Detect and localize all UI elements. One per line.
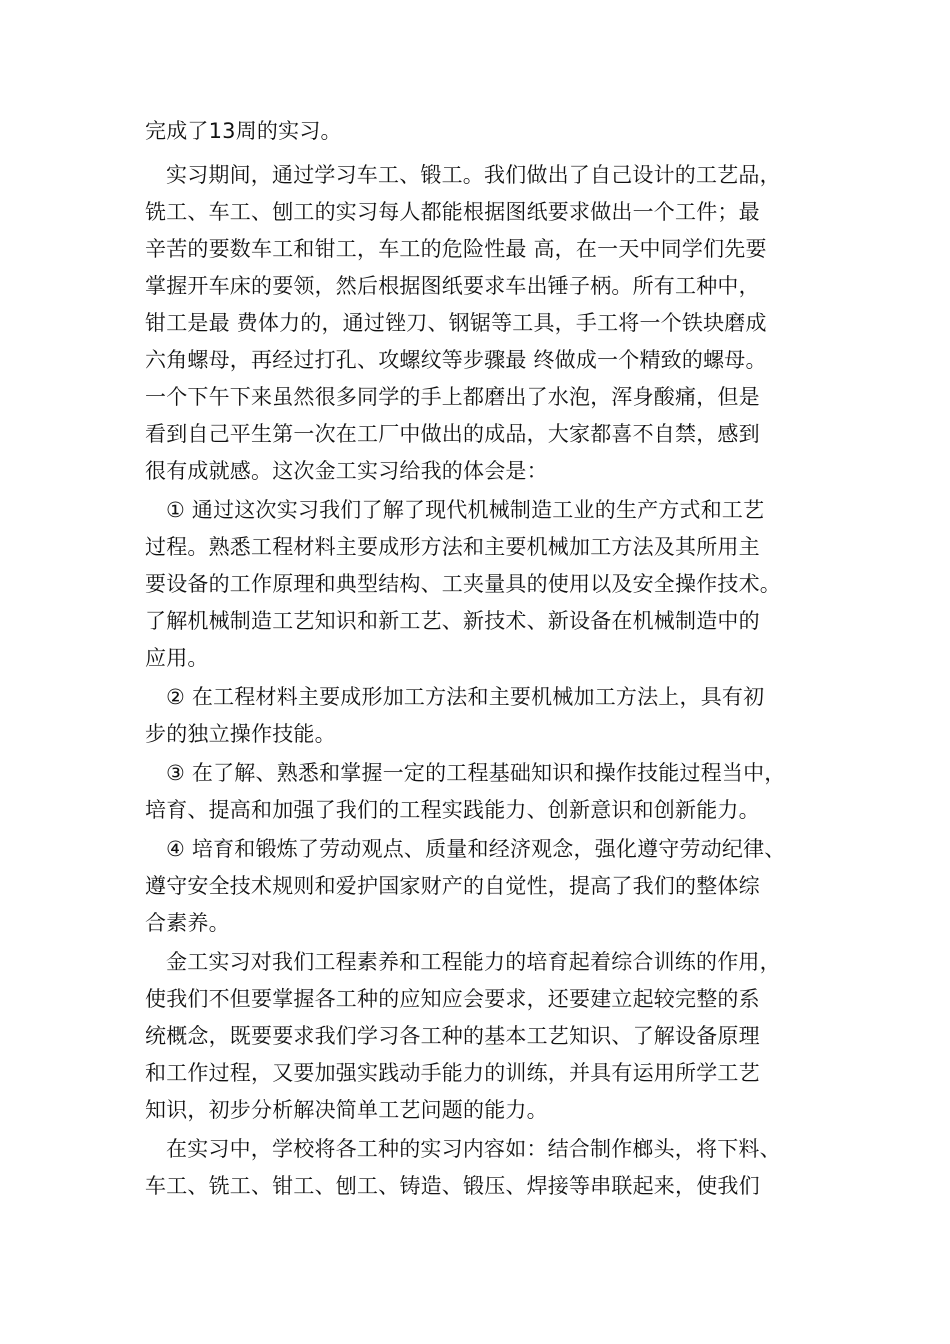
text-line: 看到自己平生第一次在工厂中做出的成品，大家都喜不自禁，感到	[145, 422, 760, 446]
text-line: 一个下午下来虽然很多同学的手上都磨出了水泡，浑身酸痛，但是	[145, 385, 760, 409]
list-item-4-first-line: ④ 培育和锻炼了劳动观点、质量和经济观念，强化遵守劳动纪律、	[166, 837, 786, 861]
text-line: 六角螺母，再经过打孔、攻螺纹等步骤最 终做成一个精致的螺母。	[145, 348, 767, 372]
list-item-3-first-line: ③ 在了解、熟悉和掌握一定的工程基础知识和操作技能过程当中，	[166, 761, 786, 785]
text-line: 要设备的工作原理和典型结构、工夹量具的使用以及安全操作技术。	[145, 572, 781, 596]
text-line: 铣工、车工、刨工的实习每人都能根据图纸要求做出一个工件；最	[145, 200, 760, 224]
text-line: 很有成就感。这次金工实习给我的体会是：	[145, 459, 548, 483]
text-line: 使我们不但要掌握各工种的应知应会要求，还要建立起较完整的系	[145, 987, 760, 1011]
text-line: 辛苦的要数车工和钳工，车工的危险性最 高，在一天中同学们先要	[145, 237, 767, 261]
paragraph-first-line: 金工实习对我们工程素养和工程能力的培育起着综合训练的作用，	[166, 950, 781, 974]
text-line: 了解机械制造工艺知识和新工艺、新技术、新设备在机械制造中的	[145, 609, 760, 633]
text-line: 合素养。	[145, 911, 230, 935]
list-item-2-first-line: ② 在工程材料主要成形加工方法和主要机械加工方法上，具有初	[166, 685, 765, 709]
text-line: 知识，初步分析解决简单工艺问题的能力。	[145, 1098, 548, 1122]
text-line: 遵守安全技术规则和爱护国家财产的自觉性，提高了我们的整体综	[145, 874, 760, 898]
text-line: 车工、铣工、钳工、刨工、铸造、锻压、焊接等串联起来，使我们	[145, 1174, 760, 1198]
list-item-1-first-line: ① 通过这次实习我们了解了现代机械制造工业的生产方式和工艺	[166, 498, 765, 522]
text-line: 钳工是最 费体力的，通过锉刀、钢锯等工具，手工将一个铁块磨成	[145, 311, 767, 335]
text-line: 统概念，既要要求我们学习各工种的基本工艺知识、了解设备原理	[145, 1024, 760, 1048]
text-line: 掌握开车床的要领，然后根据图纸要求车出锤子柄。所有工种中，	[145, 274, 760, 298]
paragraph-first-line: 在实习中，学校将各工种的实习内容如：结合制作榔头，将下料、	[166, 1137, 781, 1161]
text-line: 和工作过程，又要加强实践动手能力的训练，并具有运用所学工艺	[145, 1061, 760, 1085]
paragraph-first-line: 实习期间，通过学习车工、锻工。我们做出了自己设计的工艺品，	[166, 163, 781, 187]
text-line: 过程。熟悉工程材料主要成形方法和主要机械加工方法及其所用主	[145, 535, 760, 559]
text-line: 应用。	[145, 646, 209, 670]
text-line: 培育、提高和加强了我们的工程实践能力、创新意识和创新能力。	[145, 798, 760, 822]
text-line: 完成了13周的实习。	[145, 119, 342, 143]
text-line: 步的独立操作技能。	[145, 722, 336, 746]
